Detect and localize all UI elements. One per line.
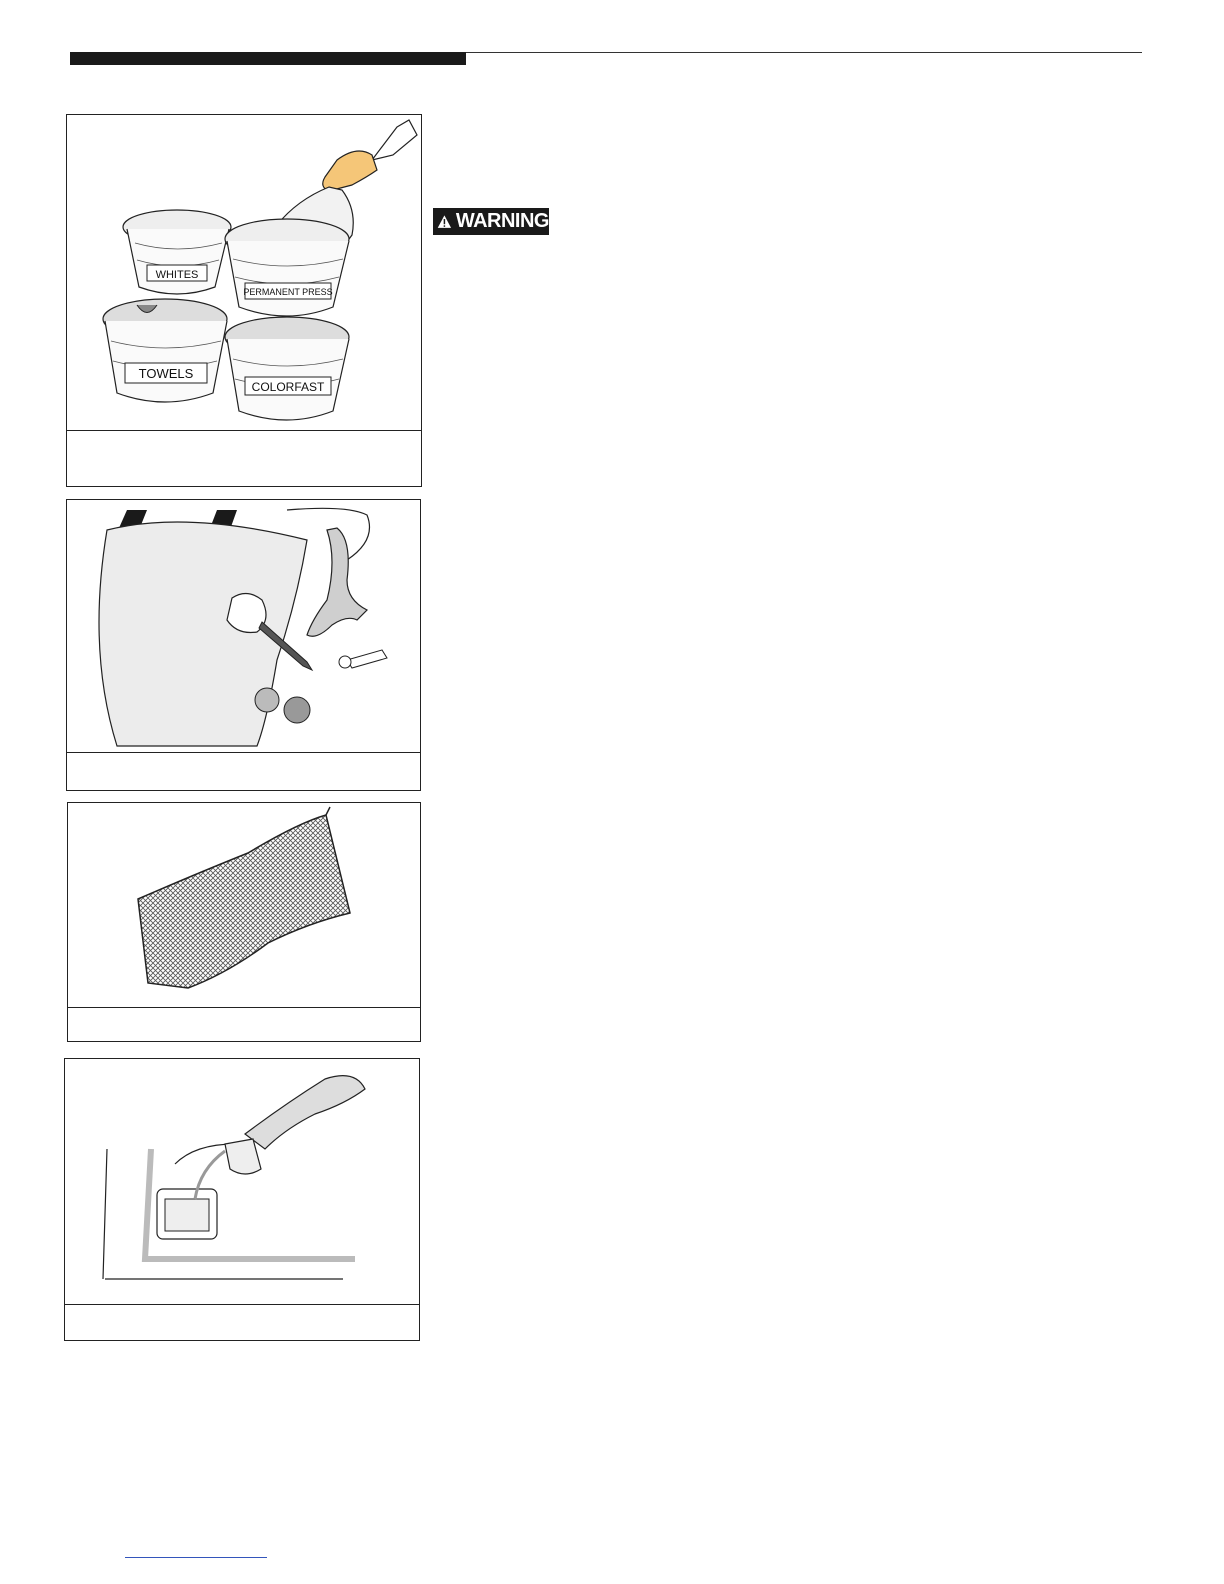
header-rule-thin — [466, 52, 1142, 53]
figure-caption-box — [68, 1007, 420, 1041]
exclamation-triangle-icon — [437, 212, 452, 232]
figure-caption-box — [67, 752, 420, 790]
figure-mesh-bag — [67, 802, 421, 1042]
footer-link-underline[interactable] — [125, 1557, 267, 1558]
basket-label-permanent-press: PERMANENT PRESS — [243, 287, 333, 297]
basket-label-towels: TOWELS — [138, 366, 194, 381]
figure-caption-box — [65, 1304, 419, 1340]
warning-label: WARNING — [455, 210, 549, 232]
figure-adding-detergent — [64, 1058, 420, 1341]
basket-label-colorfast: COLORFAST — [251, 380, 325, 394]
header-rule-thick — [70, 52, 466, 65]
laundry-baskets-illustration — [67, 115, 421, 433]
mesh-bag-illustration — [68, 803, 420, 1008]
warning-badge — [433, 208, 549, 235]
figure-sorting-laundry — [66, 114, 422, 487]
figure-caption-box — [67, 430, 421, 486]
figure-emptying-pockets — [66, 499, 421, 791]
pockets-illustration — [67, 500, 420, 754]
basket-label-whites: WHITES — [155, 269, 199, 281]
detergent-dispenser-illustration — [65, 1059, 419, 1307]
